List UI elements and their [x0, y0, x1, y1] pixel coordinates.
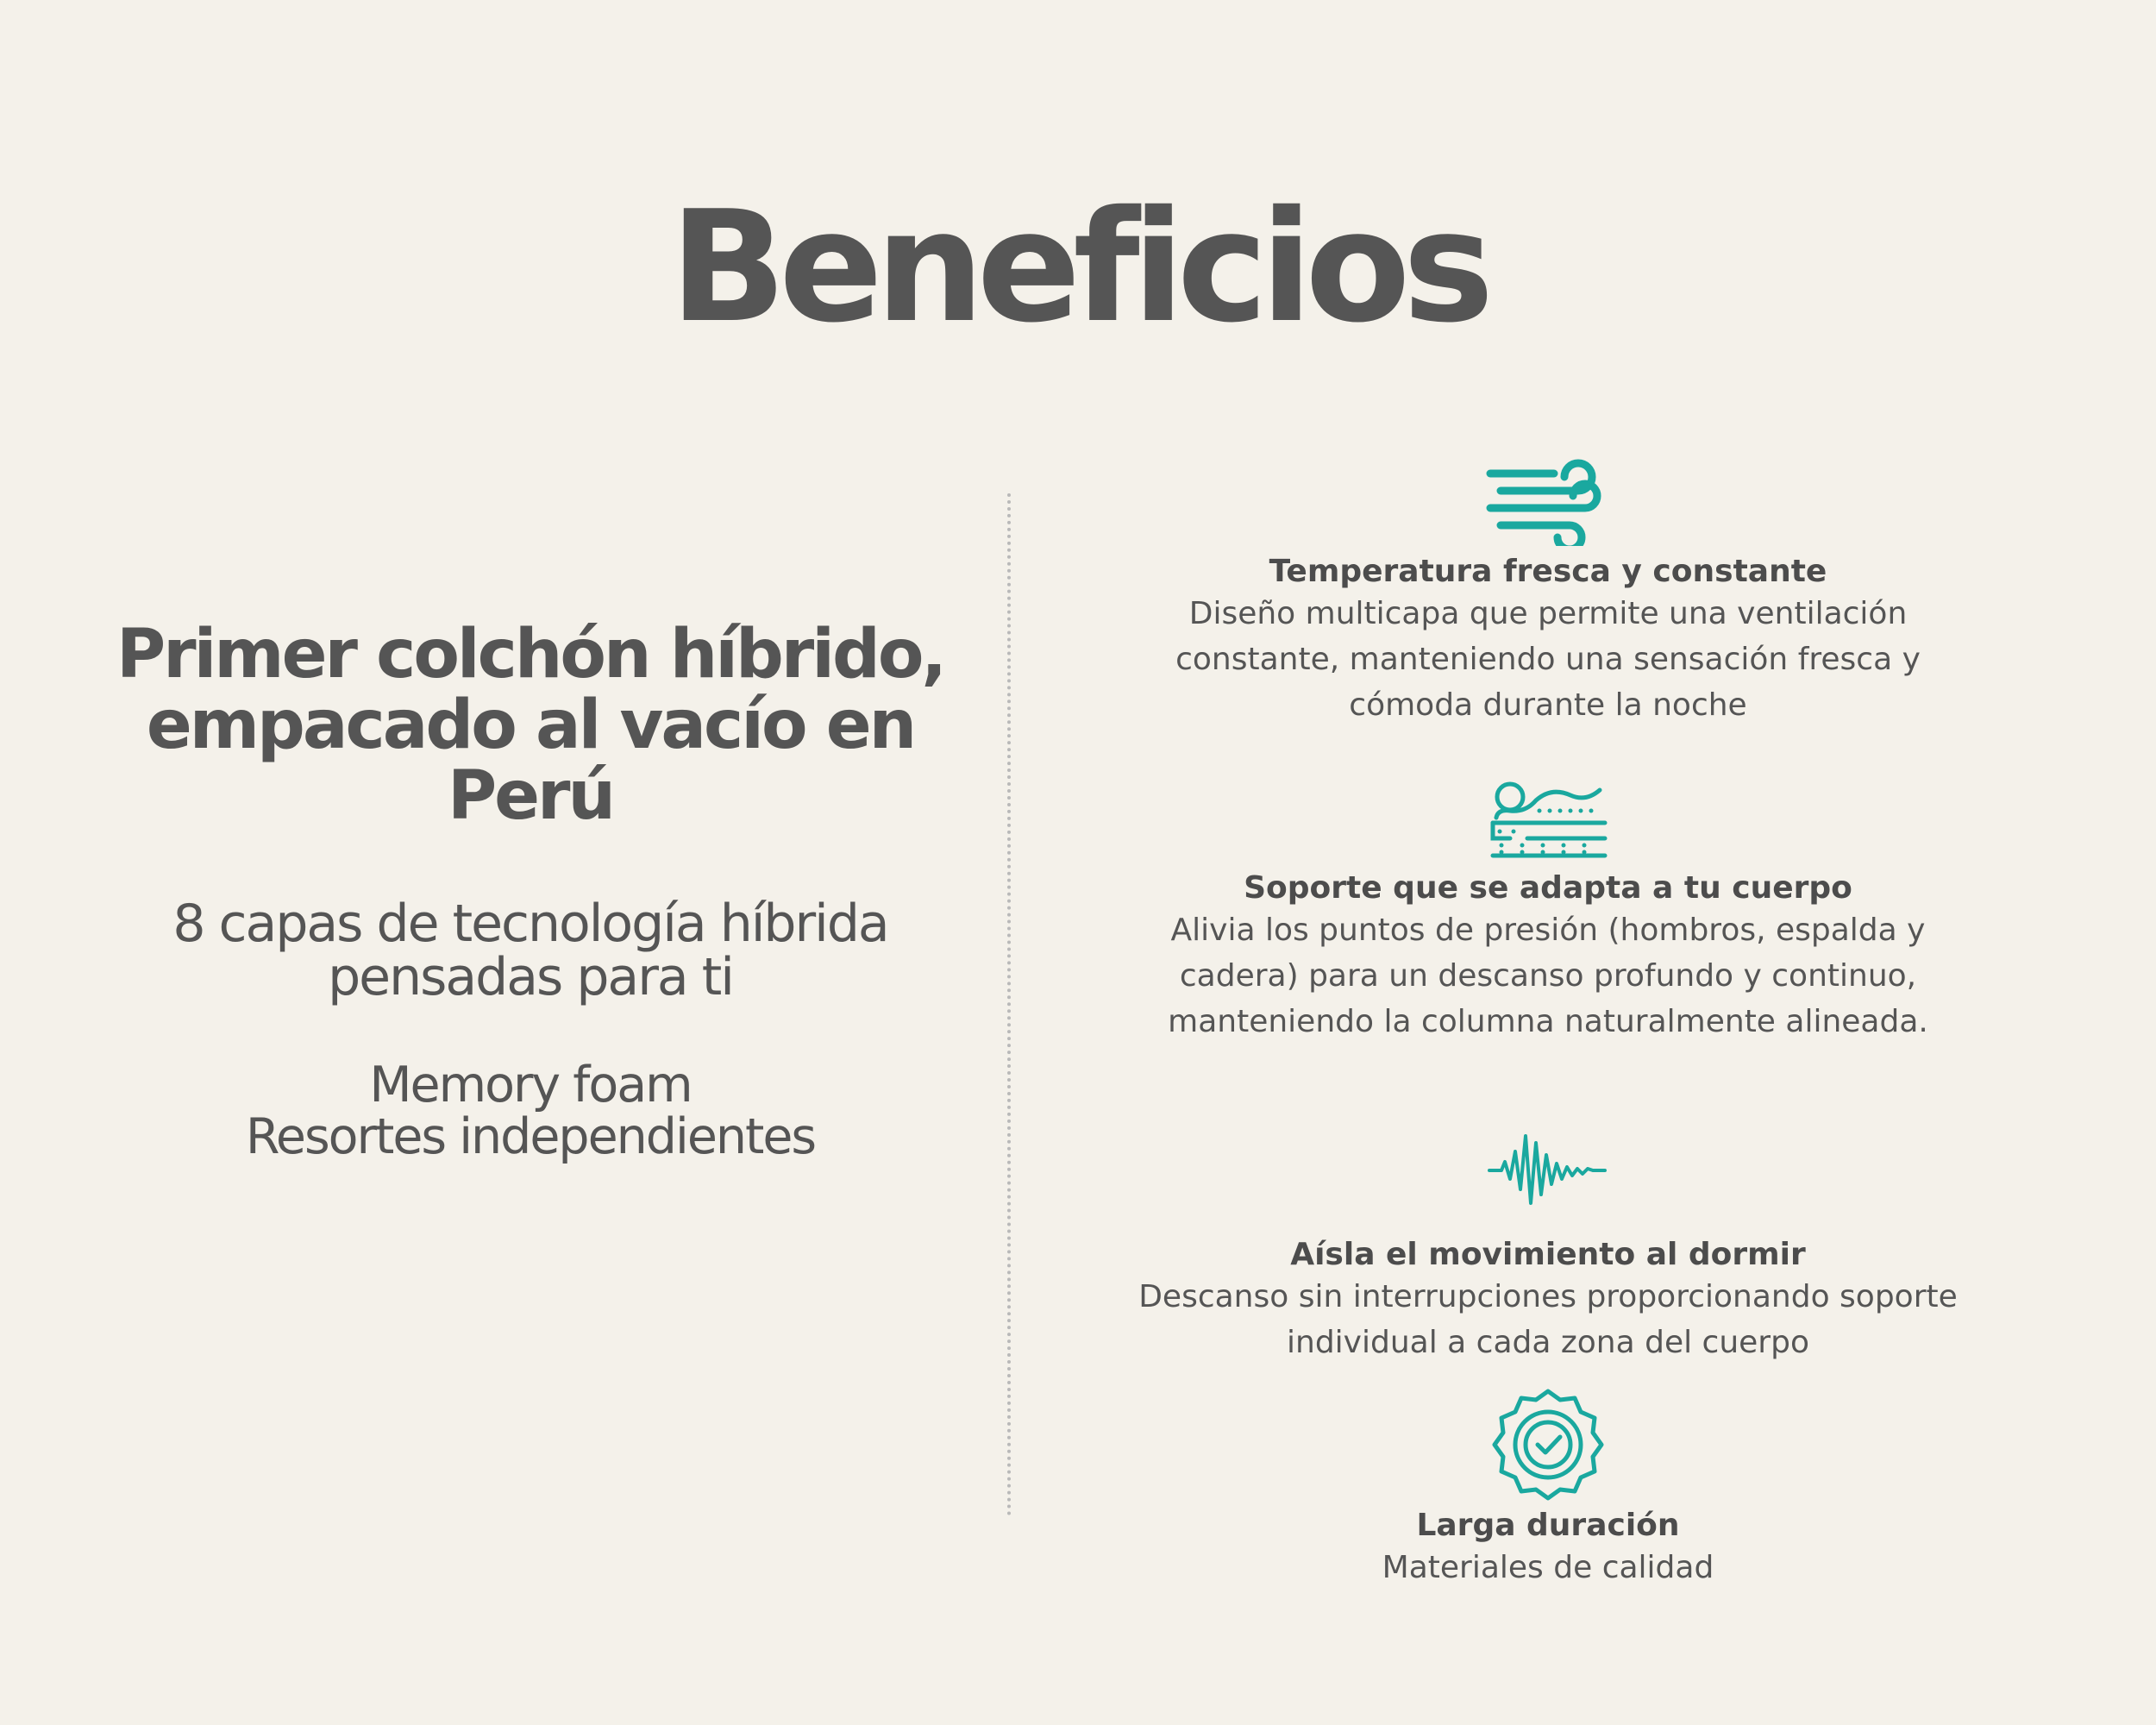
headline [112, 616, 949, 835]
benefit-description-line: cómoda durante la noche [1349, 687, 1747, 723]
benefit-description [1069, 591, 2027, 728]
headline-line: empacado al vacío en [146, 687, 915, 764]
motion-wave-icon [1488, 1126, 1608, 1212]
feature-list [112, 1059, 949, 1163]
headline-line: Perú [447, 757, 614, 835]
subheadline [112, 894, 949, 1007]
benefit-description-line: Descanso sin interrupciones proporcionando soporte [1138, 1279, 1958, 1314]
subheadline-line: pensadas para ti [328, 947, 733, 1007]
vertical-divider [1007, 493, 1011, 1516]
benefit-title: Aísla el movimiento al dormir [1290, 1237, 1806, 1272]
feature-item: Memory foam [369, 1057, 692, 1113]
benefit-title: Temperatura fresca y constante [1269, 554, 1827, 589]
benefit-description-line: individual a cada zona del cuerpo [1287, 1325, 1809, 1360]
benefit-description [1069, 1274, 2027, 1365]
benefit-temperature [1069, 444, 2027, 728]
benefit-durability [1069, 1386, 2027, 1590]
feature-item: Resortes independientes [245, 1108, 816, 1165]
benefit-description-line: Materiales de calidad [1382, 1550, 1714, 1585]
quality-badge-icon [1489, 1386, 1607, 1503]
benefit-description [1069, 1545, 2027, 1590]
benefit-title: Larga duración [1416, 1508, 1680, 1543]
subheadline-line: 8 capas de tecnología híbrida [172, 894, 888, 954]
benefit-motion-isolation [1069, 1126, 2027, 1365]
benefit-description-line: Alivia los puntos de presión (hombros, espalda y [1170, 913, 1926, 948]
benefit-description-line: cadera) para un descanso profundo y continuo, [1179, 958, 1917, 994]
benefit-description-line: constante, manteniendo una sensación fresca y [1175, 642, 1921, 677]
mattress-support-icon [1488, 778, 1608, 864]
benefit-support [1069, 778, 2027, 1044]
benefit-title: Soporte que se adapta a tu cuerpo [1244, 870, 1852, 906]
page-title: Beneficios [669, 178, 1487, 356]
benefit-description-line: manteniendo la columna naturalmente alineada. [1168, 1004, 1928, 1039]
benefit-description-line: Diseño multicapa que permite una ventilación [1188, 596, 1908, 631]
wind-icon [1483, 444, 1613, 546]
benefit-description [1069, 907, 2027, 1044]
headline-line: Primer colchón híbrido, [116, 616, 945, 693]
